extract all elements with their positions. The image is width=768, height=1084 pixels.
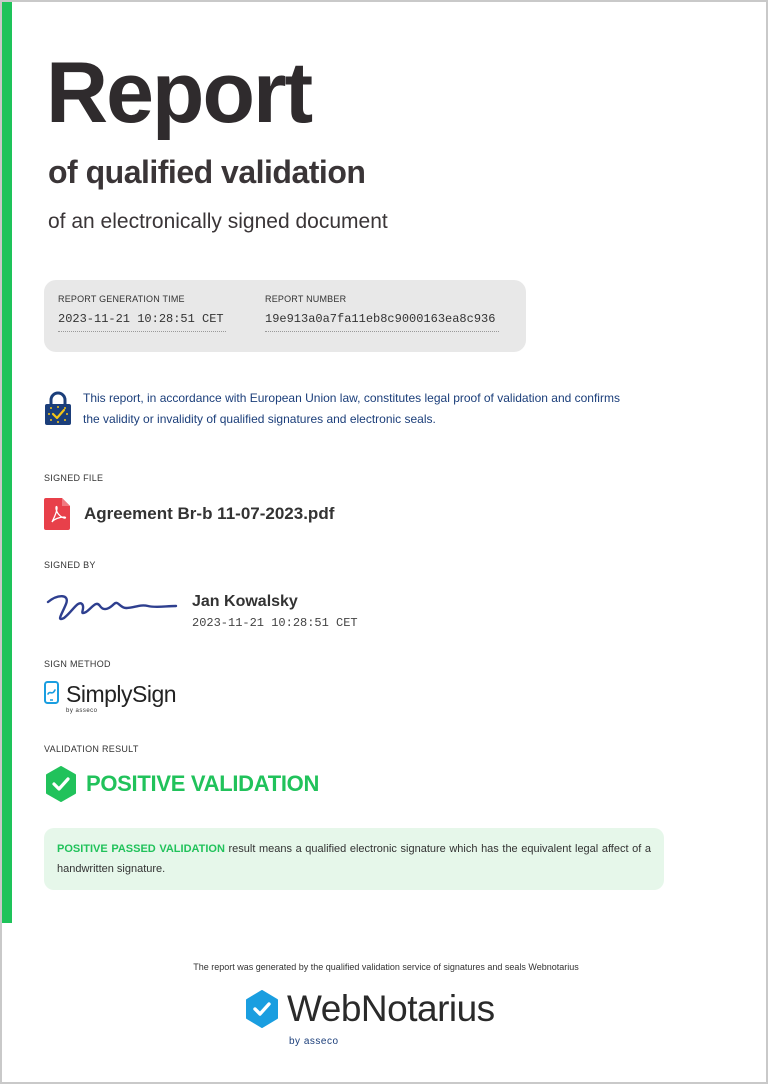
generation-time-value: 2023-11-21 10:28:51 CET [58,312,226,332]
signer [44,590,444,634]
signed-by-label: SIGNED BY [44,560,96,570]
legal-notice [44,388,684,428]
report-subtitle-secondary: of an electronically signed document [48,210,388,233]
handwritten-signature [44,590,180,626]
signed-file-name: Agreement Br-b 11-07-2023.pdf [84,504,335,523]
validation-explanation-text: result means a qualified electronic signature which has the equivalent legal affect of a handwritten signature. [57,843,651,875]
validation-explanation-highlight: POSITIVE PASSED VALIDATION [57,843,225,855]
report-subtitle: of qualified validation [48,154,366,190]
signed-file [44,496,444,530]
accent-bar [2,2,12,923]
legal-notice-line-2: the validity or invalidity of qualified signatures and electronic seals. [83,412,436,426]
validation-result-text: POSITIVE VALIDATION [86,771,320,796]
pdf-file-icon [44,498,70,530]
footer-note: The report was generated by the qualified validation service of signatures and seals Webnotarius [193,962,579,972]
report-meta-box [44,280,526,352]
report-number-label: REPORT NUMBER [265,294,347,304]
report-title: Report [46,45,312,141]
generation-time-label: REPORT GENERATION TIME [58,294,185,304]
brand-name: WebNotarius [287,988,495,1029]
generation-time-field [58,294,226,332]
sign-method-name: SimplySign [66,681,177,707]
signing-date: 2023-11-21 10:28:51 CET [192,616,358,630]
check-shield-icon [44,766,78,802]
legal-notice-text [83,388,620,430]
sign-method-label: SIGN METHOD [44,659,111,669]
sign-method-vendor: by asseco [66,708,98,714]
validation-explanation [44,828,664,890]
report-number-field [265,294,499,332]
smartphone-icon [44,681,60,705]
signed-file-label: SIGNED FILE [44,473,104,483]
legal-notice-line-1: This report, in accordance with European Union law, constitutes legal proof of validation and confirms [83,391,620,405]
validation-result [44,766,444,802]
signer-name: Jan Kowalsky [192,593,298,610]
sign-method [44,679,244,719]
report-number-value: 19e913a0a7fa11eb8c9000163ea8c936 [265,312,499,332]
webnotarius-logo [245,988,545,1050]
brand-vendor: by asseco [289,1036,339,1047]
eu-lock-icon [44,390,72,426]
validation-result-label: VALIDATION RESULT [44,744,139,754]
webnotarius-shield-icon [245,990,279,1028]
